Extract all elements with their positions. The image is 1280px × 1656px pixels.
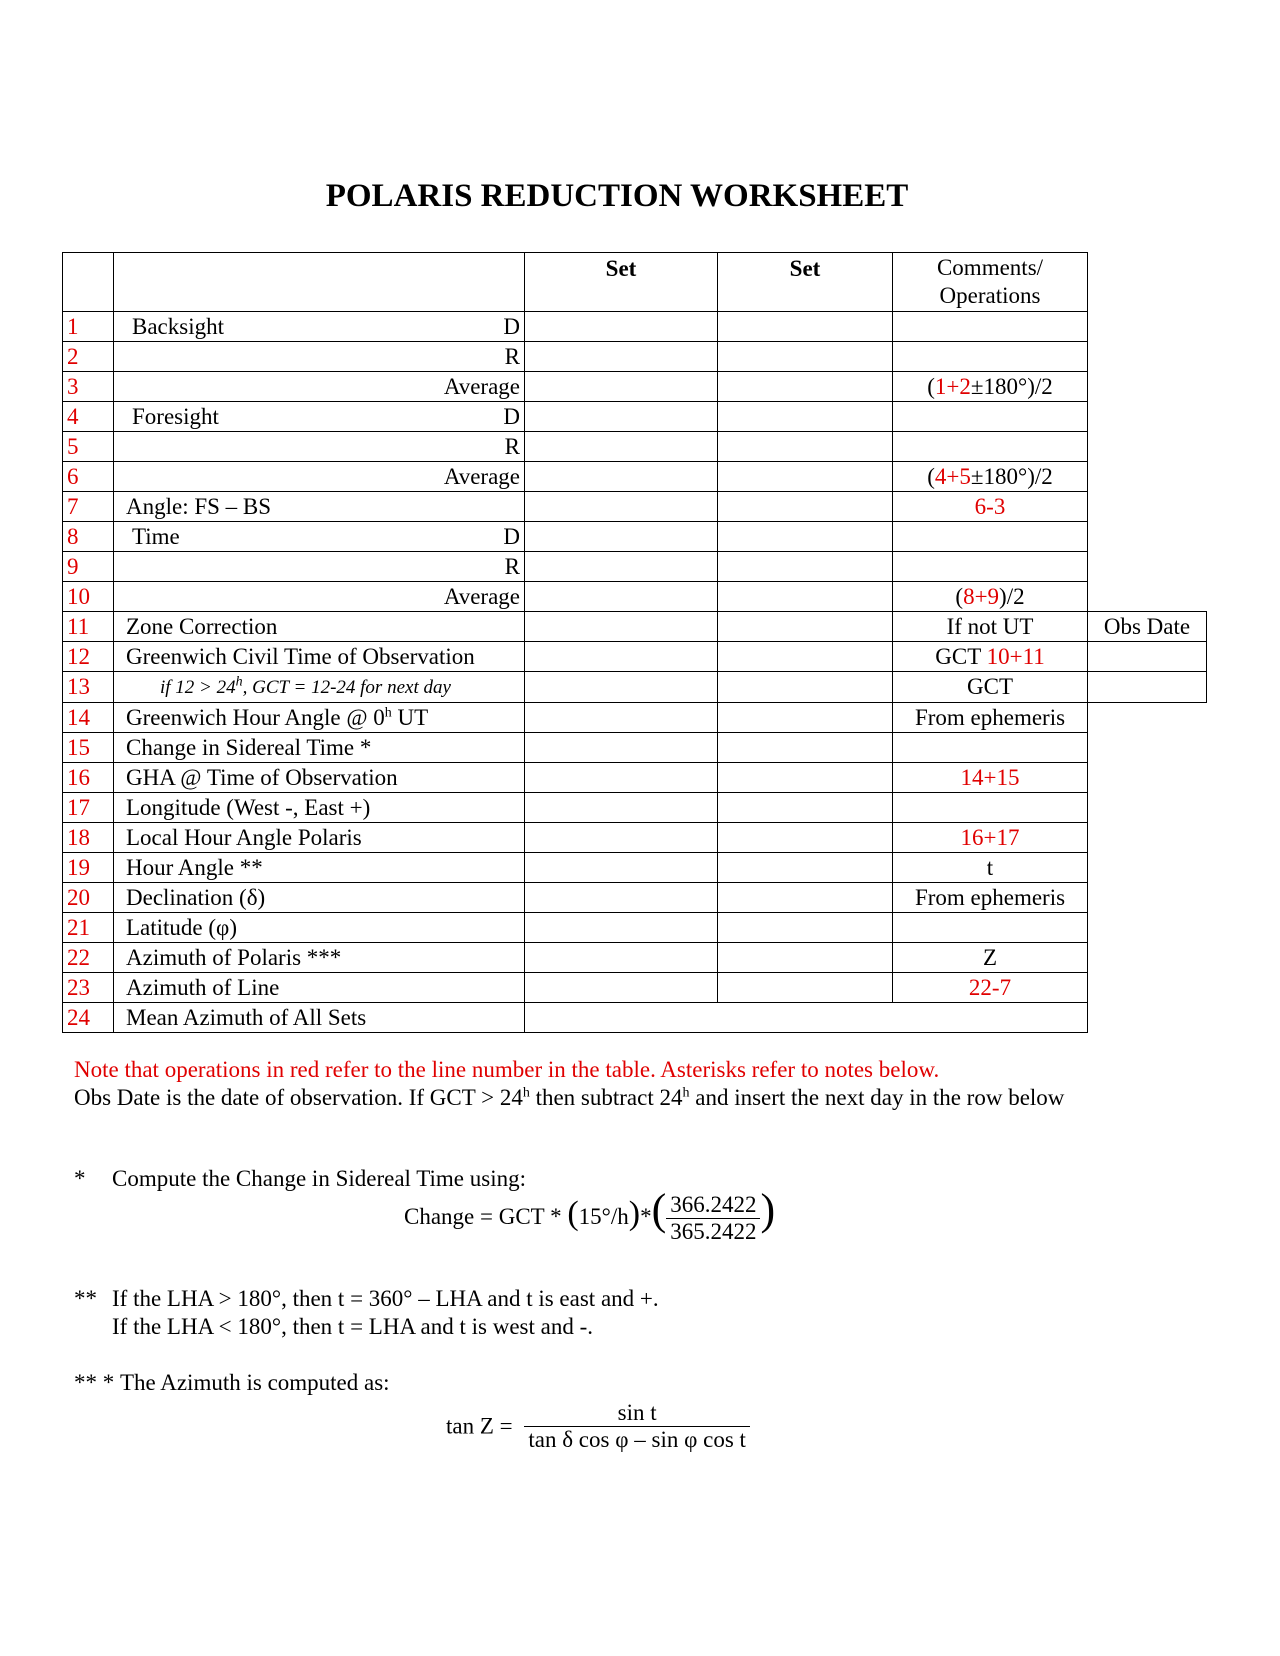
set-2-cell (718, 973, 893, 1003)
row-number: 7 (63, 492, 114, 522)
table-row (63, 1003, 1207, 1033)
paren-open-2-icon: ( (651, 1185, 667, 1234)
footnote-2-line1: If the LHA > 180°, then t = 360° – LHA and t is east and +. (112, 1286, 659, 1311)
row-label-right: Average (443, 583, 520, 609)
set-2-cell (718, 642, 893, 672)
set-1-cell (525, 853, 718, 883)
note-obs-b: then subtract 24 (529, 1085, 683, 1110)
row-label-cell (114, 582, 525, 612)
set-2-cell (718, 402, 893, 432)
footnote-3-formula (446, 1400, 750, 1453)
table-row (63, 883, 1207, 913)
table-row (63, 943, 1207, 973)
comment-cell (893, 312, 1088, 342)
header-comments-line2: Operations (939, 283, 1041, 308)
row-label: Local Hour Angle Polaris (126, 824, 362, 850)
header-label-cell (114, 253, 525, 312)
table-row (63, 492, 1207, 522)
comment-cell: Z (893, 943, 1088, 973)
comment-cell (893, 432, 1088, 462)
table-row (63, 853, 1207, 883)
row-label-cell (114, 853, 525, 883)
row-label-right: D (503, 403, 520, 429)
paren-close-2-icon: ) (760, 1185, 776, 1234)
set-1-cell (525, 793, 718, 823)
row-label: Latitude (φ) (126, 914, 237, 940)
set-1-cell (525, 642, 718, 672)
footnote-2-line2: If the LHA < 180°, then t = LHA and t is west and -. (112, 1314, 594, 1339)
comment-cell: If not UT (893, 612, 1088, 642)
worksheet-table (62, 252, 1207, 1033)
set-2-cell (718, 372, 893, 402)
comment-cell (893, 642, 1088, 672)
empty-cell (1088, 913, 1207, 943)
comment-cell: 14+15 (893, 763, 1088, 793)
row-13-b: , GCT = 12-24 for next day (242, 677, 451, 698)
set-2-cell (718, 853, 893, 883)
row-label: Zone Correction (126, 613, 278, 639)
empty-cell (1088, 733, 1207, 763)
set-2-cell (718, 823, 893, 853)
note-red-line: Note that operations in red refer to the line number in the table. Asterisks refer to notes below. (74, 1057, 940, 1082)
set-1-cell (525, 1003, 1088, 1033)
az-lhs: tan Z = (446, 1413, 513, 1439)
table-row (63, 672, 1207, 703)
set-2-cell (718, 342, 893, 372)
table-row (63, 973, 1207, 1003)
table-row (63, 733, 1207, 763)
header-set-2: Set (718, 253, 893, 312)
set-1-cell (525, 973, 718, 1003)
empty-cell (1088, 703, 1207, 733)
row-label-cell (114, 883, 525, 913)
empty-cell (1088, 522, 1207, 552)
comment-cell: From ephemeris (893, 883, 1088, 913)
set-2-cell (718, 763, 893, 793)
row-label-cell (114, 793, 525, 823)
row-label-cell (114, 703, 525, 733)
set-2-cell (718, 733, 893, 763)
set-1-cell (525, 582, 718, 612)
table-row (63, 312, 1207, 342)
table-row (63, 703, 1207, 733)
comment-cell: 22-7 (893, 973, 1088, 1003)
row-number: 19 (63, 853, 114, 883)
empty-cell (1088, 312, 1207, 342)
row-label-cell (114, 402, 525, 432)
set-1-cell (525, 462, 718, 492)
comment-cell: t (893, 853, 1088, 883)
row-label-cell (114, 372, 525, 402)
table-row (63, 372, 1207, 402)
row-label: Hour Angle ** (126, 854, 263, 880)
comment-cell (893, 793, 1088, 823)
row-13-a: if 12 > 24 (160, 677, 236, 698)
row-number: 1 (63, 312, 114, 342)
comment-cell: (8+9)/2 (893, 582, 1088, 612)
row-label-cell (114, 733, 525, 763)
table-row (63, 612, 1207, 642)
row-label: Foresight (132, 403, 219, 429)
set-1-cell (525, 883, 718, 913)
set-1-cell (525, 612, 718, 642)
empty-cell (1088, 582, 1207, 612)
obs-date-cell: Obs Date (1088, 612, 1207, 642)
row-number: 18 (63, 823, 114, 853)
footnote-3-text: The Azimuth is computed as: (120, 1370, 390, 1395)
set-1-cell (525, 432, 718, 462)
note-obs-sup2: h (682, 1085, 690, 1101)
row-label: Mean Azimuth of All Sets (126, 1004, 367, 1030)
comment-cell (893, 733, 1088, 763)
set-1-cell (525, 943, 718, 973)
note-obs-c: and insert the next day in the row below (689, 1085, 1065, 1110)
page-title: POLARIS REDUCTION WORKSHEET (325, 178, 909, 214)
row-label-cell (114, 312, 525, 342)
comment-cell (893, 552, 1088, 582)
set-2-cell (718, 793, 893, 823)
row-label: Backsight (132, 313, 224, 339)
footnote-2-marker: ** (74, 1286, 97, 1311)
footnote-1-text: Compute the Change in Sidereal Time using: (112, 1166, 526, 1191)
header-comments (893, 253, 1088, 312)
formula-den: 365.2422 (670, 1219, 757, 1245)
table-row (63, 913, 1207, 943)
row-number: 20 (63, 883, 114, 913)
row-label: Greenwich Civil Time of Observation (126, 643, 475, 669)
set-2-cell (718, 883, 893, 913)
table-row (63, 432, 1207, 462)
empty-cell (1088, 823, 1207, 853)
set-1-cell (525, 522, 718, 552)
row-label-cell (114, 642, 525, 672)
table-row (63, 823, 1207, 853)
comment-cell (893, 522, 1088, 552)
header-obs-empty (1088, 253, 1207, 312)
empty-cell (1088, 943, 1207, 973)
formula-lhs: Change = GCT * (404, 1204, 562, 1229)
empty-cell (1088, 402, 1207, 432)
set-2-cell (718, 552, 893, 582)
row-number: 2 (63, 342, 114, 372)
set-1-cell (525, 703, 718, 733)
row-label: Azimuth of Line (126, 974, 280, 1000)
comment-cell (893, 913, 1088, 943)
note-obs-line (74, 1084, 1094, 1112)
set-2-cell (718, 522, 893, 552)
table-row (63, 552, 1207, 582)
row-label-cell (114, 432, 525, 462)
set-1-cell (525, 372, 718, 402)
row-number: 10 (63, 582, 114, 612)
row-number: 5 (63, 432, 114, 462)
row-label-right: R (504, 433, 520, 459)
row-label-right: Average (443, 463, 520, 489)
empty-cell (1088, 883, 1207, 913)
empty-cell (1088, 462, 1207, 492)
set-1-cell (525, 312, 718, 342)
row-label: Change in Sidereal Time * (126, 734, 372, 760)
set-1-cell (525, 913, 718, 943)
footnote-3-marker: ** * (74, 1370, 115, 1395)
notes (74, 1056, 1094, 1112)
row-number: 12 (63, 642, 114, 672)
comment-cell (893, 342, 1088, 372)
row-number: 9 (63, 552, 114, 582)
formula-fraction (666, 1192, 760, 1245)
row-number: 15 (63, 733, 114, 763)
row-number: 17 (63, 793, 114, 823)
empty-cell (1088, 552, 1207, 582)
set-2-cell (718, 582, 893, 612)
comment-cell: 16+17 (893, 823, 1088, 853)
empty-cell (1088, 853, 1207, 883)
comment-b: 10+11 (986, 643, 1045, 669)
set-2-cell (718, 672, 893, 703)
az-den: tan δ cos φ – sin φ cos t (528, 1427, 746, 1452)
row-label-cell (114, 492, 525, 522)
set-1-cell (525, 402, 718, 432)
table-row (63, 793, 1207, 823)
row-number: 23 (63, 973, 114, 1003)
empty-cell (1088, 342, 1207, 372)
empty-cell (1088, 372, 1207, 402)
footnote-1-formula (404, 1184, 775, 1245)
paren-close-icon: ) (628, 1195, 641, 1232)
row-label-cell (114, 973, 525, 1003)
table-row (63, 462, 1207, 492)
row-number: 16 (63, 763, 114, 793)
formula-rate: 15°/h (578, 1204, 629, 1229)
row-label: Time (132, 523, 180, 549)
row-label-cell (114, 612, 525, 642)
row-label-cell (114, 1003, 525, 1033)
table-row (63, 342, 1207, 372)
row-label: Angle: FS – BS (126, 493, 272, 519)
set-2-cell (718, 432, 893, 462)
row-label-cell (114, 522, 525, 552)
row-label-cell (114, 462, 525, 492)
az-fraction (524, 1400, 750, 1453)
set-1-cell (525, 492, 718, 522)
row-label-cell (114, 672, 525, 703)
set-2-cell (718, 943, 893, 973)
table-row (63, 582, 1207, 612)
table-row (63, 642, 1207, 672)
obs-date-cell (1088, 672, 1207, 703)
comment-cell: From ephemeris (893, 703, 1088, 733)
set-1-cell (525, 342, 718, 372)
row-label: GHA @ Time of Observation (126, 764, 398, 790)
table-row (63, 402, 1207, 432)
row-label-cell (114, 763, 525, 793)
set-2-cell (718, 312, 893, 342)
row-label-cell (114, 913, 525, 943)
row-number: 4 (63, 402, 114, 432)
note-obs-a: Obs Date is the date of observation. If GCT > 24 (74, 1085, 523, 1110)
note-obs-sup1: h (522, 1085, 530, 1101)
row-label-right: Average (443, 373, 520, 399)
footnote-1-marker: * (74, 1166, 86, 1191)
row-label-cell (114, 823, 525, 853)
az-num: sin t (524, 1400, 750, 1427)
header-comments-line1: Comments/ (936, 255, 1044, 280)
row-number: 22 (63, 943, 114, 973)
set-1-cell (525, 763, 718, 793)
row-label-right: R (504, 553, 520, 579)
row-number: 13 (63, 672, 114, 703)
paren-open-icon: ( (567, 1195, 579, 1232)
row-number: 8 (63, 522, 114, 552)
row-label: Longitude (West -, East +) (126, 794, 371, 820)
row-number: 21 (63, 913, 114, 943)
comment-a: GCT (935, 643, 987, 669)
set-1-cell (525, 552, 718, 582)
set-2-cell (718, 462, 893, 492)
row-label: Azimuth of Polaris *** (126, 944, 342, 970)
set-2-cell (718, 913, 893, 943)
table-row (63, 763, 1207, 793)
set-1-cell (525, 733, 718, 763)
comment-cell: 6-3 (893, 492, 1088, 522)
empty-cell (1088, 432, 1207, 462)
comment-cell: (4+5±180°)/2 (893, 462, 1088, 492)
comment-cell: GCT (893, 672, 1088, 703)
set-1-cell (525, 672, 718, 703)
row-number: 6 (63, 462, 114, 492)
obs-date-cell (1088, 642, 1207, 672)
row-13-sup: h (235, 674, 243, 690)
row-number: 14 (63, 703, 114, 733)
row-label-right: R (504, 343, 520, 369)
empty-cell (1088, 492, 1207, 522)
row-label-right: D (503, 523, 520, 549)
set-1-cell (525, 823, 718, 853)
row-label-cell (114, 342, 525, 372)
table-row (63, 522, 1207, 552)
comment-cell (893, 402, 1088, 432)
formula-num: 366.2422 (666, 1192, 760, 1219)
header-set-1: Set (525, 253, 718, 312)
formula-star: * (640, 1204, 652, 1229)
set-2-cell (718, 492, 893, 522)
set-2-cell (718, 703, 893, 733)
row-number: 24 (63, 1003, 114, 1033)
row-label: Declination (δ) (126, 884, 266, 910)
header-row (63, 253, 1207, 312)
empty-cell (1088, 793, 1207, 823)
empty-cell (1088, 763, 1207, 793)
row-label-cell (114, 943, 525, 973)
header-num-cell (63, 253, 114, 312)
row-label-right: D (503, 313, 520, 339)
row-label: Greenwich Hour Angle @ 0$^h$ UT (126, 704, 429, 730)
row-label-cell (114, 552, 525, 582)
set-2-cell (718, 612, 893, 642)
row-number: 3 (63, 372, 114, 402)
empty-cell (1088, 973, 1207, 1003)
row-number: 11 (63, 612, 114, 642)
comment-cell: (1+2±180°)/2 (893, 372, 1088, 402)
row-label (118, 674, 451, 698)
